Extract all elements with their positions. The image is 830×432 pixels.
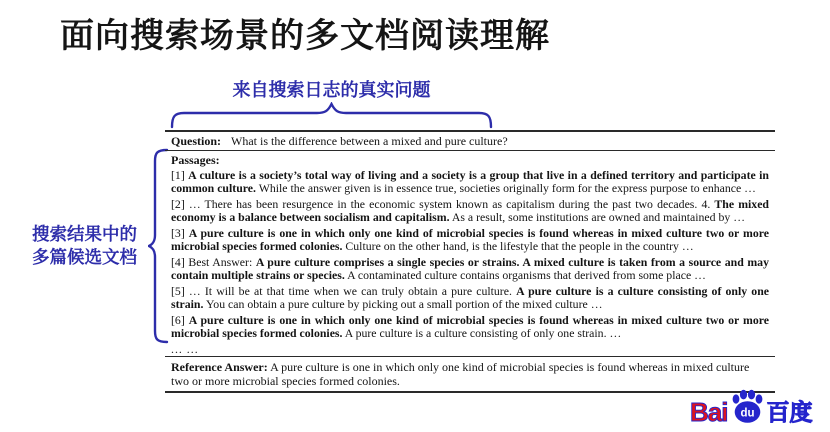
logo-text-du: du: [740, 407, 755, 420]
left-annotation-label: [32, 223, 144, 269]
passage-4: [4] Best Answer: A pure culture comprises a single species or strains. A mixed culture is taken from a source and may contain multiple strains or species. A contaminated culture contains organisms that derived from some place …: [171, 255, 769, 282]
question-row: [165, 132, 775, 151]
passage-1: [1] A culture is a society’s total way of living and a society is a group that live in a defined territory and participate in common culture. While the answer given is in essence true, societies originally form for the express purpose to enhance …: [171, 168, 769, 195]
reference-answer-row: [165, 356, 775, 393]
passage-6: [6] A pure culture is one in which only one kind of microbial species is found whereas in mixed culture two or more microbial species formed colonies. A pure culture is a culture consisting of only one strain. …: [171, 313, 769, 340]
top-annotation-label: 来自搜索日志的真实问题: [232, 80, 431, 100]
logo-text-bai: Bai: [690, 397, 728, 427]
page-title: 面向搜索场景的多文档阅读理解: [60, 17, 550, 55]
passage-5: [5] … It will be at that time when we can truly obtain a pure culture. A pure culture is a culture consisting of only one strain. You can obtain a pure culture by picking out a small portion of the mixed culture …: [171, 284, 769, 311]
reference-answer-text: A pure culture is one in which only one kind of microbial species is found whereas in mixed culture two or more microbial species formed colonies.: [171, 360, 750, 388]
left-annotation-line1: 搜索结果中的: [32, 224, 137, 244]
baidu-logo: [690, 389, 812, 425]
question-text: What is the difference between a mixed and pure culture?: [231, 134, 508, 148]
passage-3: [3] A pure culture is one in which only one kind of microbial species is found whereas in mixed culture two or more microbial species formed colonies. Culture on the other hand, is the lifestyle that the people in the country …: [171, 226, 769, 253]
paw-icon: [728, 389, 766, 425]
passage-2: [2] … There has been resurgence in the economic system known as capitalism during the past two decades. 4. The mixed economy is a balance between socialism and capitalism. As a result, some institutions are owned and maintained by …: [171, 197, 769, 224]
reference-answer-label: Reference Answer:: [171, 360, 268, 374]
passages-label: Passages:: [171, 153, 220, 167]
left-annotation-line2: 多篇候选文档: [32, 247, 137, 267]
ellipsis-row: ... ...: [171, 342, 199, 356]
example-table: [165, 130, 775, 393]
question-label: Question:: [171, 134, 222, 148]
logo-text-cjk: 百度: [766, 399, 813, 425]
top-brace-icon: [170, 102, 493, 129]
baidu-paw-icon: [728, 389, 766, 425]
passages-section: [165, 151, 775, 356]
